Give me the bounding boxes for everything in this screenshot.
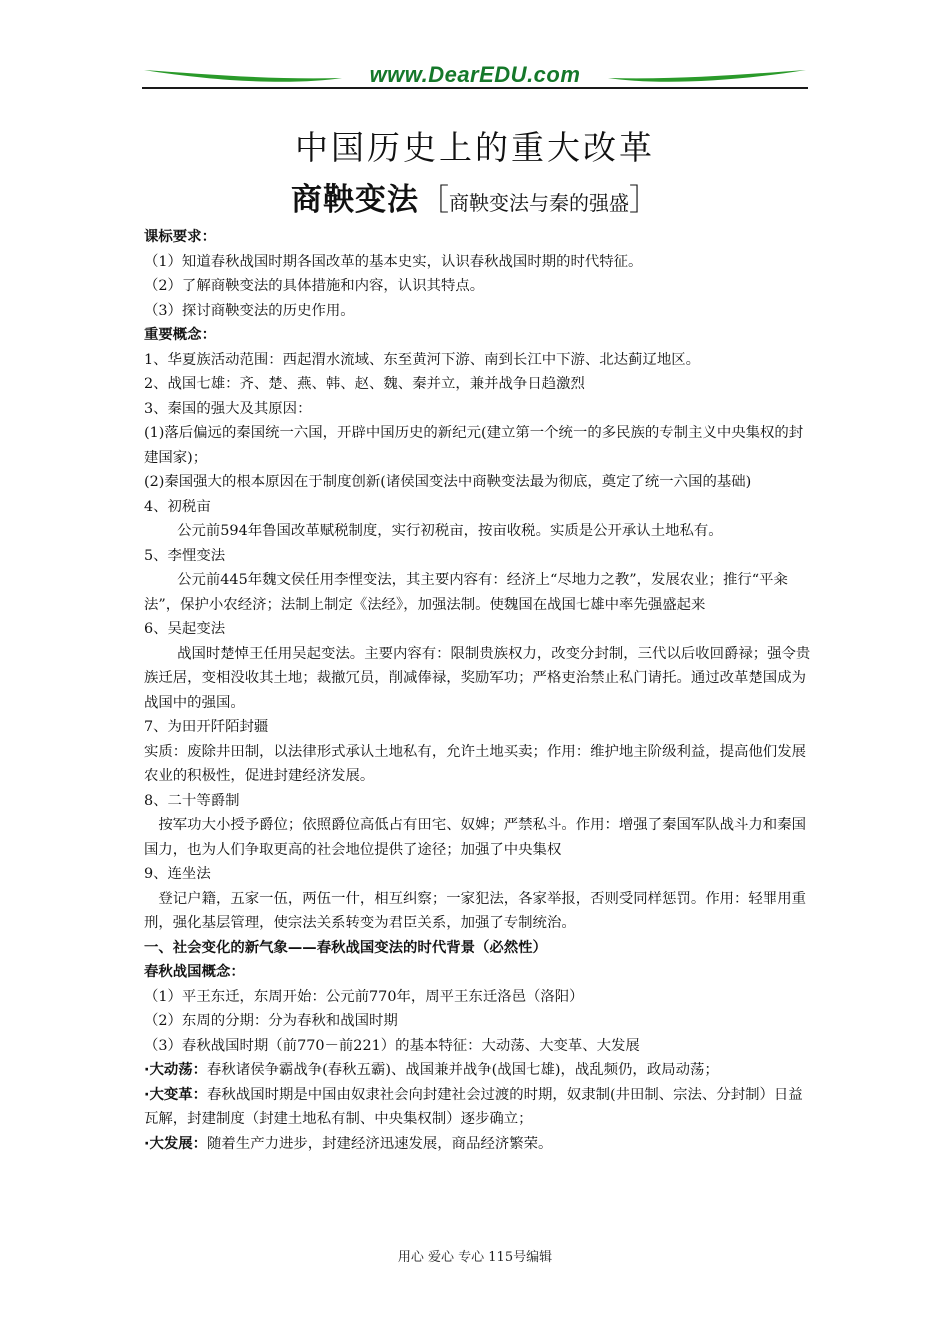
site-logo[interactable]: www.DearEDU.com [369,62,581,87]
concept-item: 7、为田开阡陌封疆 [144,719,269,735]
concept-paragraph: 按军功大小授予爵位；依照爵位高低占有田宅、奴婢；严禁私斗。作用：增强了秦国军队战斗力和秦国国力，也为人们争取更高的社会地位提供了途径；加强了中央集权 [144,817,806,858]
subtitle-sub: 商鞅变法与秦的强盛 [449,191,629,215]
concept-item: 4、初税亩 [144,498,211,515]
site-header [142,58,808,98]
subtitle-bracket-open: ［ [419,183,449,218]
feature-item [144,1058,816,1083]
subtitle-bracket-close: ］ [629,183,659,218]
feature-text: 随着生产力进步，封建经济迅速发展，商品经济繁荣。 [207,1135,553,1152]
document-body [144,225,816,1156]
header-divider [142,87,808,89]
feature-label: ·大动荡： [144,1062,208,1078]
feature-item [144,1132,816,1157]
concept-item: 9、连坐法 [144,866,211,882]
concept-item: 2、战国七雄：齐、楚、燕、韩、赵、魏、秦并立，兼并战争日趋激烈 [144,376,585,392]
section-heading: 课标要求： [144,229,216,245]
feature-text: 春秋诸侯争霸战争(春秋五霸)、战国兼并战争(战国七雄)，战乱频仍，政局动荡； [207,1062,719,1078]
period-item: （2）东周的分期：分为春秋和战国时期 [144,1013,398,1029]
concept-paragraph: 公元前594年鲁国改革赋税制度，实行初税亩，按亩收税。实质是公开承认土地私有。 [177,523,723,539]
period-item: （1）平王东迁，东周开始：公元前770年，周平王东迁洛邑（洛阳） [144,988,584,1005]
page-title: 中国历史上的重大改革 [295,128,655,167]
concept-item: 6、吴起变法 [144,621,226,637]
concept-paragraph: (2)秦国强大的根本原因在于制度创新(诸侯国变法中商鞅变法最为彻底，奠定了统一六国的基础) [144,474,752,490]
period-item: （3）春秋战国时期（前770－前221）的基本特征：大动荡、大变革、大发展 [144,1037,640,1054]
feature-label: ·大变革： [144,1086,208,1103]
concept-paragraph: 登记户籍，五家一伍，两伍一什，相互纠察；一家犯法，各家举报，否则受同样惩罚。作用：轻罪用重刑，强化基层管理，使宗法关系转变为君臣关系，加强了专制统治。 [144,890,806,931]
concept-item: 1、华夏族活动范围：西起渭水流域、东至黄河下游、南到长江中下游、北达蓟辽地区。 [144,351,701,368]
page-footer: 用心 爱心 专心 115号编辑 [397,1250,553,1265]
requirement-item: （3）探讨商鞅变法的历史作用。 [144,302,355,319]
concept-paragraph: 战国时楚悼王任用吴起变法。主要内容有：限制贵族权力，改变分封制，三代以后收回爵禄；强令贵族迁居，变相没收其土地；裁撤冗员，削减俸禄，奖励军功；严格吏治禁止私门请托。通过改革楚国成为战国中的强国。 [144,645,811,711]
section-heading: 重要概念： [144,327,216,343]
feature-item [144,1083,816,1132]
feature-text: 春秋战国时期是中国由奴隶社会向封建社会过渡的时期，奴隶制(井田制、宗法、分封制）日益瓦解，封建制度（封建土地私有制、中央集权制）逐步确立； [144,1086,803,1127]
concept-item: 3、秦国的强大及其原因： [144,400,312,417]
requirement-item: （2）了解商鞅变法的具体措施和内容，认识其特点。 [144,278,485,294]
feature-label: ·大发展： [144,1135,208,1152]
subsection-heading: 春秋战国概念： [144,964,245,980]
concept-paragraph: 公元前445年魏文侯任用李悝变法，其主要内容有：经济上“尽地力之教”，发展农业；推行“平籴法”，保护小农经济；法制上制定《法经》，加强法制。使魏国在战国七雄中率先强盛起来 [144,572,788,613]
concept-item: 5、李悝变法 [144,547,226,564]
requirement-item: （1）知道春秋战国时期各国改革的基本史实，认识春秋战国时期的时代特征。 [144,253,643,270]
concept-paragraph: (1)落后偏远的秦国统一六国，开辟中国历史的新纪元(建立第一个统一的多民族的专制主义中央集权的封建国家)； [144,425,804,466]
section-heading: 一、社会变化的新气象——春秋战国变法的时代背景（必然性） [144,939,547,956]
page-subtitle [0,176,950,229]
concept-paragraph: 实质：废除井田制，以法律形式承认土地私有，允许土地买卖；作用：维护地主阶级利益，提高他们发展农业的积极性，促进封建经济发展。 [144,743,806,784]
subtitle-main: 商鞅变法 [291,182,419,218]
concept-item: 8、二十等爵制 [144,792,240,809]
